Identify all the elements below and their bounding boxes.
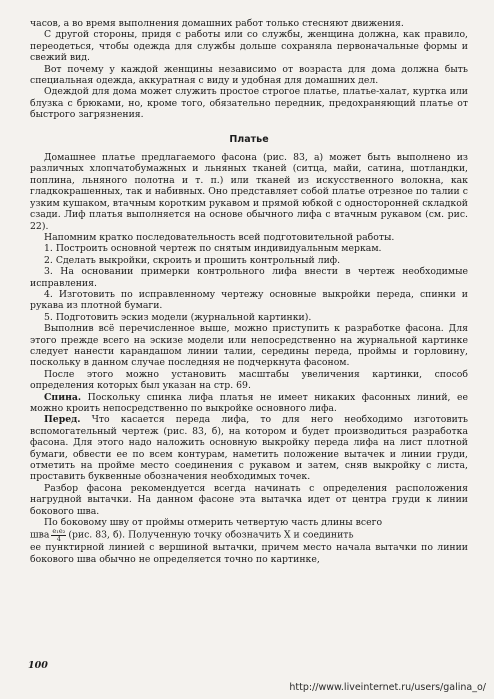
paragraph: Выполнив всё перечисленное выше, можно приступить к разработке фасона. Для этого прежде всего на эскизе модели или непосредственно на журнальной картинке следует нанести карандашом линии талии, середины переда, проймы и горловину, поскольку в данном случае последняя не подчеркнута фасоном.	[30, 323, 468, 369]
paragraph	[30, 414, 468, 482]
watermark-url: http://www.liveinternet.ru/users/galina_o/	[289, 682, 486, 693]
paragraph: часов, а во время выполнения домашних работ только стесняют движения.	[30, 18, 404, 29]
paragraph: По боковому шву от проймы отмерить четвертую часть длины всего	[44, 517, 383, 529]
fraction	[51, 528, 66, 542]
list-item: 2. Сделать выкройки, скроить и прошить контрольный лиф.	[44, 254, 341, 266]
paragraph-text: (рис. 83, б). Полученную точку обозначить X и соединить	[68, 529, 354, 541]
paragraph-text: Поскольку спинка лифа платья не имеет никаких фасонных линий, ее можно кроить непосредственно по выкройке основного лифа.	[30, 391, 468, 414]
paragraph: Напомним кратко последовательность всей подготовительной работы.	[44, 231, 395, 243]
paragraph-text: Что касается переда лифа, то для него необходимо изготовить вспомогательный чертеж (рис. 83, б), на котором и будет производиться разработка фасона. Для этого надо наложить основную выкройку переда лифа на лист плотной бумаги, обвести ее по всем контурам, наметить положение вытачек и линии груди, отметить на пройме место соединения с рукавом и затем, сняв выкройку с листа, проставить буквенные обозначения необходимых точек.	[30, 414, 468, 483]
paragraph: Домашнее платье предлагаемого фасона (рис. 83, а) может быть выполнено из различных хлопчатобумажных и льняных тканей (ситца, майи, сатина, шотландки, поплина, льняного полотна и т. п.) или тканей из искусственного волокна, как гладкокрашенных, так и набивных. Оно представляет собой платье отрезное по талии с узким кушаком, втачным коротким рукавом и прямой юбкой с односторонней складкой сзади. Лиф платья выполняется на основе обычного лифа с втачным рукавом (см. рис. 22).	[30, 152, 468, 232]
paragraph: После этого можно установить масштабы увеличения картинки, способ определения которых был указан на стр. 69.	[30, 368, 468, 392]
paragraph-lead: Спина.	[44, 391, 82, 403]
paragraph-lead: Перед.	[44, 414, 81, 426]
list-item: 1. Построить основной чертеж по снятым индивидуальным меркам.	[44, 243, 382, 255]
list-item: 3. На основании примерки контрольного лифа внести в чертеж необходимые исправления.	[30, 266, 468, 289]
page-number: 100	[28, 660, 48, 671]
paragraph: ее пунктирной линией с вершиной вытачки, причем место начала вытачки по линии бокового шва обычно не определяется точно по картинке,	[30, 542, 468, 565]
paragraph: Вот почему у каждой женщины независимо от возраста для дома должна быть специальная одежда, аккуратная с виду и удобная для домашних дел.	[30, 63, 468, 87]
fraction-denominator: 4	[56, 534, 61, 543]
paragraph	[30, 392, 468, 415]
paragraph	[30, 528, 468, 542]
section-title: Платье	[229, 133, 269, 145]
list-item: 4. Изготовить по исправленному чертежу основные выкройки переда, спинки и рукава из плотной бумаги.	[30, 288, 468, 312]
list-item: 5. Подготовить эскиз модели (журнальной картинки).	[44, 311, 312, 323]
paragraph: С другой стороны, придя с работы или со службы, женщина должна, как правило, переодеться, чтобы одежда для службы дольше сохраняла первоначальные формы и свежий вид.	[30, 29, 468, 64]
paragraph: Одеждой для дома может служить простое строгое платье, платье-халат, куртка или блузка с брюками, но, кроме того, обязательно передник, предохраняющий платье от быстрого загрязнения.	[30, 86, 468, 121]
fraction-numerator: e₁e₂	[52, 527, 66, 536]
paragraph-text: шва	[30, 529, 50, 541]
paragraph: Разбор фасона рекомендуется всегда начинать с определения расположения нагрудной вытачки. На данном фасоне эта вытачка идет от центра груди к линии бокового шва.	[30, 482, 468, 517]
document-page	[30, 18, 468, 565]
